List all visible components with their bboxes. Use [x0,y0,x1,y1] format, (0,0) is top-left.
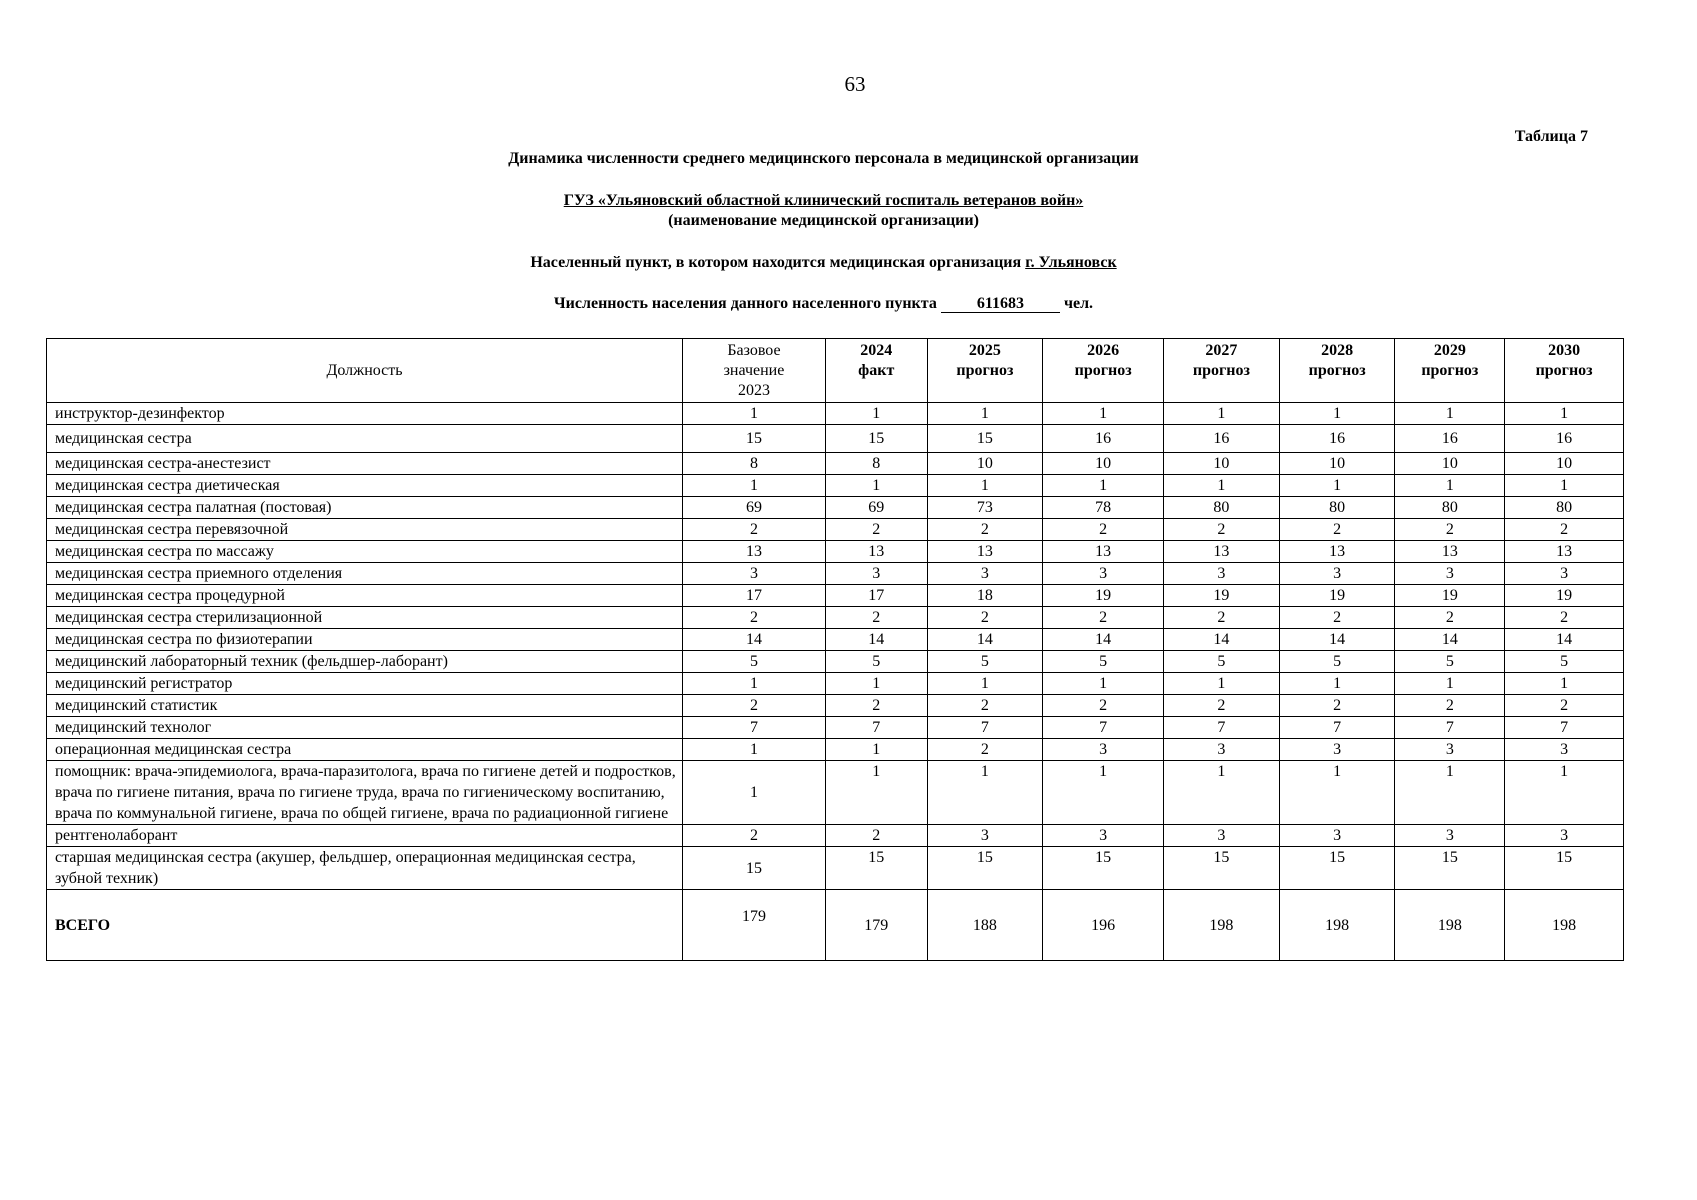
cell-value: 80 [1279,497,1395,519]
cell-value: 13 [825,541,927,563]
table-row [47,607,1624,629]
cell-value: 1 [1164,475,1280,497]
header-kind: прогноз [1074,362,1132,379]
cell-value: 3 [1164,825,1280,847]
cell-value: 14 [1395,629,1505,651]
row-position: медицинская сестра перевязочной [47,519,683,541]
cell-value: 3 [1505,825,1624,847]
cell-value: 5 [1164,651,1280,673]
population-value: 611683 [941,295,1060,313]
cell-value: 14 [825,629,927,651]
cell-value: 1 [1164,403,1280,425]
cell-value: 2 [1279,607,1395,629]
cell-value: 8 [683,453,826,475]
cell-value: 13 [1164,541,1280,563]
cell-value: 14 [927,629,1043,651]
cell-value: 2 [683,825,826,847]
total-value: 179 [825,890,927,961]
header-kind: прогноз [1421,362,1479,379]
table-row [47,761,1624,825]
cell-value: 10 [1279,453,1395,475]
header-year: 2025 [968,342,1001,359]
cell-value: 3 [1395,825,1505,847]
cell-value: 7 [683,717,826,739]
cell-value: 2 [927,695,1043,717]
cell-value: 15 [825,847,927,890]
header-base-line: Базовое [727,341,781,359]
header-kind: прогноз [956,362,1014,379]
cell-value: 16 [1505,425,1624,453]
total-value: 179 [683,890,826,961]
total-value: 198 [1279,890,1395,961]
total-row [47,890,1624,961]
locality-value: г. Ульяновск [1025,254,1117,271]
cell-value: 1 [1505,475,1624,497]
locality-label: Населенный пункт, в котором находится медицинская организация [530,254,1022,271]
row-position: медицинская сестра по физиотерапии [47,629,683,651]
cell-value: 7 [1279,717,1395,739]
cell-value: 3 [825,563,927,585]
cell-value: 3 [927,825,1043,847]
organization-caption: (наименование медицинской организации) [668,212,979,229]
cell-value: 7 [1164,717,1280,739]
row-position: медицинская сестра-анестезист [47,453,683,475]
cell-value: 7 [927,717,1043,739]
total-value: 198 [1164,890,1280,961]
row-position: медицинская сестра диетическая [47,475,683,497]
cell-value: 2 [825,825,927,847]
cell-value: 15 [683,847,826,890]
cell-value: 2 [1164,519,1280,541]
cell-value: 2 [1279,695,1395,717]
cell-value: 7 [1043,717,1164,739]
cell-value: 1 [683,403,826,425]
cell-value: 13 [1505,541,1624,563]
cell-value: 1 [1043,475,1164,497]
row-position: медицинская сестра по массажу [47,541,683,563]
table-label: Таблица 7 [1514,128,1588,145]
row-position: медицинская сестра приемного отделения [47,563,683,585]
cell-value: 3 [1279,825,1395,847]
cell-value: 5 [927,651,1043,673]
cell-value: 1 [1164,761,1280,825]
table-row [47,739,1624,761]
cell-value: 1 [1279,475,1395,497]
table-row [47,541,1624,563]
cell-value: 80 [1164,497,1280,519]
cell-value: 15 [683,425,826,453]
cell-value: 5 [1395,651,1505,673]
total-value: 198 [1395,890,1505,961]
cell-value: 7 [1505,717,1624,739]
cell-value: 78 [1043,497,1164,519]
row-position: медицинская сестра палатная (постовая) [47,497,683,519]
cell-value: 2 [1164,607,1280,629]
header-position: Должность [47,339,683,403]
total-value: 196 [1043,890,1164,961]
cell-value: 2 [683,695,826,717]
cell-value: 1 [683,673,826,695]
header-kind: прогноз [1308,362,1366,379]
table-row [47,453,1624,475]
organization-name: ГУЗ «Ульяновский областной клинический госпиталь ветеранов войн» [563,192,1084,209]
table-row [47,425,1624,453]
cell-value: 16 [1164,425,1280,453]
cell-value: 1 [1043,673,1164,695]
cell-value: 16 [1043,425,1164,453]
header-year: 2030 [1548,342,1581,359]
cell-value: 3 [1395,563,1505,585]
cell-value: 15 [1505,847,1624,890]
row-position: медицинский лабораторный техник (фельдшер-лаборант) [47,651,683,673]
row-position: медицинский технолог [47,717,683,739]
cell-value: 15 [1043,847,1164,890]
cell-value: 2 [825,695,927,717]
cell-value: 1 [683,761,826,825]
header-year-2024 [825,339,927,403]
cell-value: 14 [1043,629,1164,651]
header-year-2025 [927,339,1043,403]
population-line [0,295,1647,313]
cell-value: 2 [1043,519,1164,541]
cell-value: 2 [825,607,927,629]
cell-value: 3 [1043,563,1164,585]
cell-value: 2 [927,519,1043,541]
cell-value: 16 [1395,425,1505,453]
header-base-value [683,339,826,403]
row-position: инструктор-дезинфектор [47,403,683,425]
cell-value: 1 [825,673,927,695]
page-number: 63 [844,72,866,96]
cell-value: 2 [927,607,1043,629]
cell-value: 1 [1505,673,1624,695]
cell-value: 73 [927,497,1043,519]
cell-value: 1 [1279,673,1395,695]
cell-value: 69 [683,497,826,519]
table-row [47,651,1624,673]
header-year-2026 [1043,339,1164,403]
cell-value: 10 [927,453,1043,475]
cell-value: 3 [1279,739,1395,761]
table-row [47,585,1624,607]
cell-value: 5 [1505,651,1624,673]
organization-line [0,192,1647,210]
cell-value: 17 [825,585,927,607]
cell-value: 1 [1279,403,1395,425]
header-base-line: значение [723,361,785,379]
cell-value: 7 [1395,717,1505,739]
population-label: Численность населения данного населенного пункта [553,295,937,312]
cell-value: 1 [683,739,826,761]
cell-value: 2 [1505,607,1624,629]
cell-value: 15 [1164,847,1280,890]
cell-value: 1 [927,673,1043,695]
cell-value: 13 [1279,541,1395,563]
cell-value: 14 [683,629,826,651]
table-row [47,519,1624,541]
cell-value: 19 [1164,585,1280,607]
cell-value: 1 [1395,673,1505,695]
table-row [47,673,1624,695]
cell-value: 1 [1395,475,1505,497]
cell-value: 1 [1279,761,1395,825]
cell-value: 2 [1043,695,1164,717]
cell-value: 14 [1279,629,1395,651]
cell-value: 13 [1395,541,1505,563]
cell-value: 2 [1279,519,1395,541]
row-position: помощник: врача-эпидемиолога, врача-паразитолога, врача по гигиене детей и подростков, врача по гигиене питания, врача по гигиене труда, врача по гигиеническому воспитанию, врача по коммунальной гигиене, врача по общей гигиене, врача по радиационной гигиене [47,761,683,825]
table-row [47,497,1624,519]
row-position: медицинская сестра [47,425,683,453]
total-value: 198 [1505,890,1624,961]
cell-value: 2 [683,607,826,629]
cell-value: 2 [1043,607,1164,629]
table-row [47,629,1624,651]
cell-value: 10 [1164,453,1280,475]
cell-value: 1 [927,761,1043,825]
cell-value: 19 [1395,585,1505,607]
cell-value: 17 [683,585,826,607]
cell-value: 1 [825,739,927,761]
header-year: 2029 [1433,342,1466,359]
cell-value: 1 [825,761,927,825]
cell-value: 14 [1164,629,1280,651]
cell-value: 5 [825,651,927,673]
header-base-line: 2023 [737,381,770,399]
header-kind: факт [858,362,895,379]
row-position: медицинская сестра процедурной [47,585,683,607]
cell-value: 2 [1395,519,1505,541]
cell-value: 13 [1043,541,1164,563]
row-position: операционная медицинская сестра [47,739,683,761]
cell-value: 80 [1395,497,1505,519]
cell-value: 1 [825,475,927,497]
cell-value: 7 [825,717,927,739]
population-unit: чел. [1063,295,1094,312]
header-year: 2026 [1087,342,1120,359]
header-year-2028 [1279,339,1395,403]
cell-value: 2 [1505,695,1624,717]
cell-value: 19 [1505,585,1624,607]
cell-value: 3 [1043,825,1164,847]
header-year: 2027 [1205,342,1238,359]
cell-value: 1 [1505,403,1624,425]
table-row [47,847,1624,890]
header-year-2027 [1164,339,1280,403]
cell-value: 2 [1395,607,1505,629]
cell-value: 5 [1279,651,1395,673]
table-header-row [47,339,1624,403]
cell-value: 19 [1279,585,1395,607]
cell-value: 3 [1279,563,1395,585]
cell-value: 5 [1043,651,1164,673]
cell-value: 1 [1164,673,1280,695]
row-position: рентгенолаборант [47,825,683,847]
cell-value: 1 [927,475,1043,497]
cell-value: 3 [1164,739,1280,761]
cell-value: 15 [1279,847,1395,890]
locality-line [0,254,1647,272]
cell-value: 1 [927,403,1043,425]
cell-value: 2 [1505,519,1624,541]
cell-value: 2 [825,519,927,541]
cell-value: 10 [1505,453,1624,475]
header-year: 2024 [860,342,893,359]
cell-value: 5 [683,651,826,673]
cell-value: 15 [927,847,1043,890]
table-row [47,695,1624,717]
cell-value: 16 [1279,425,1395,453]
cell-value: 1 [1395,403,1505,425]
cell-value: 1 [1043,403,1164,425]
cell-value: 3 [1505,563,1624,585]
row-position: медицинский регистратор [47,673,683,695]
staff-dynamics-table [46,338,1624,961]
cell-value: 15 [825,425,927,453]
row-position: медицинский статистик [47,695,683,717]
header-year-2030 [1505,339,1624,403]
header-year-2029 [1395,339,1505,403]
cell-value: 19 [1043,585,1164,607]
cell-value: 10 [1043,453,1164,475]
cell-value: 18 [927,585,1043,607]
cell-value: 80 [1505,497,1624,519]
row-position: старшая медицинская сестра (акушер, фельдшер, операционная медицинская сестра, зубной техник) [47,847,683,890]
cell-value: 13 [927,541,1043,563]
cell-value: 1 [1505,761,1624,825]
row-position: медицинская сестра стерилизационной [47,607,683,629]
cell-value: 14 [1505,629,1624,651]
cell-value: 15 [1395,847,1505,890]
cell-value: 3 [1505,739,1624,761]
cell-value: 69 [825,497,927,519]
header-kind: прогноз [1192,362,1250,379]
table-row [47,825,1624,847]
cell-value: 2 [1395,695,1505,717]
header-kind: прогноз [1535,362,1593,379]
cell-value: 3 [1164,563,1280,585]
cell-value: 15 [927,425,1043,453]
total-label: ВСЕГО [47,890,683,961]
header-year: 2028 [1321,342,1354,359]
cell-value: 3 [927,563,1043,585]
cell-value: 10 [1395,453,1505,475]
cell-value: 3 [1043,739,1164,761]
cell-value: 13 [683,541,826,563]
document-title: Динамика численности среднего медицинского персонала в медицинской организации [508,150,1139,167]
cell-value: 1 [683,475,826,497]
cell-value: 2 [1164,695,1280,717]
cell-value: 8 [825,453,927,475]
total-value: 188 [927,890,1043,961]
cell-value: 1 [1395,761,1505,825]
cell-value: 3 [1395,739,1505,761]
cell-value: 3 [683,563,826,585]
cell-value: 2 [683,519,826,541]
table-row [47,403,1624,425]
cell-value: 2 [927,739,1043,761]
cell-value: 1 [825,403,927,425]
table-row [47,717,1624,739]
cell-value: 1 [1043,761,1164,825]
table-row [47,563,1624,585]
table-row [47,475,1624,497]
